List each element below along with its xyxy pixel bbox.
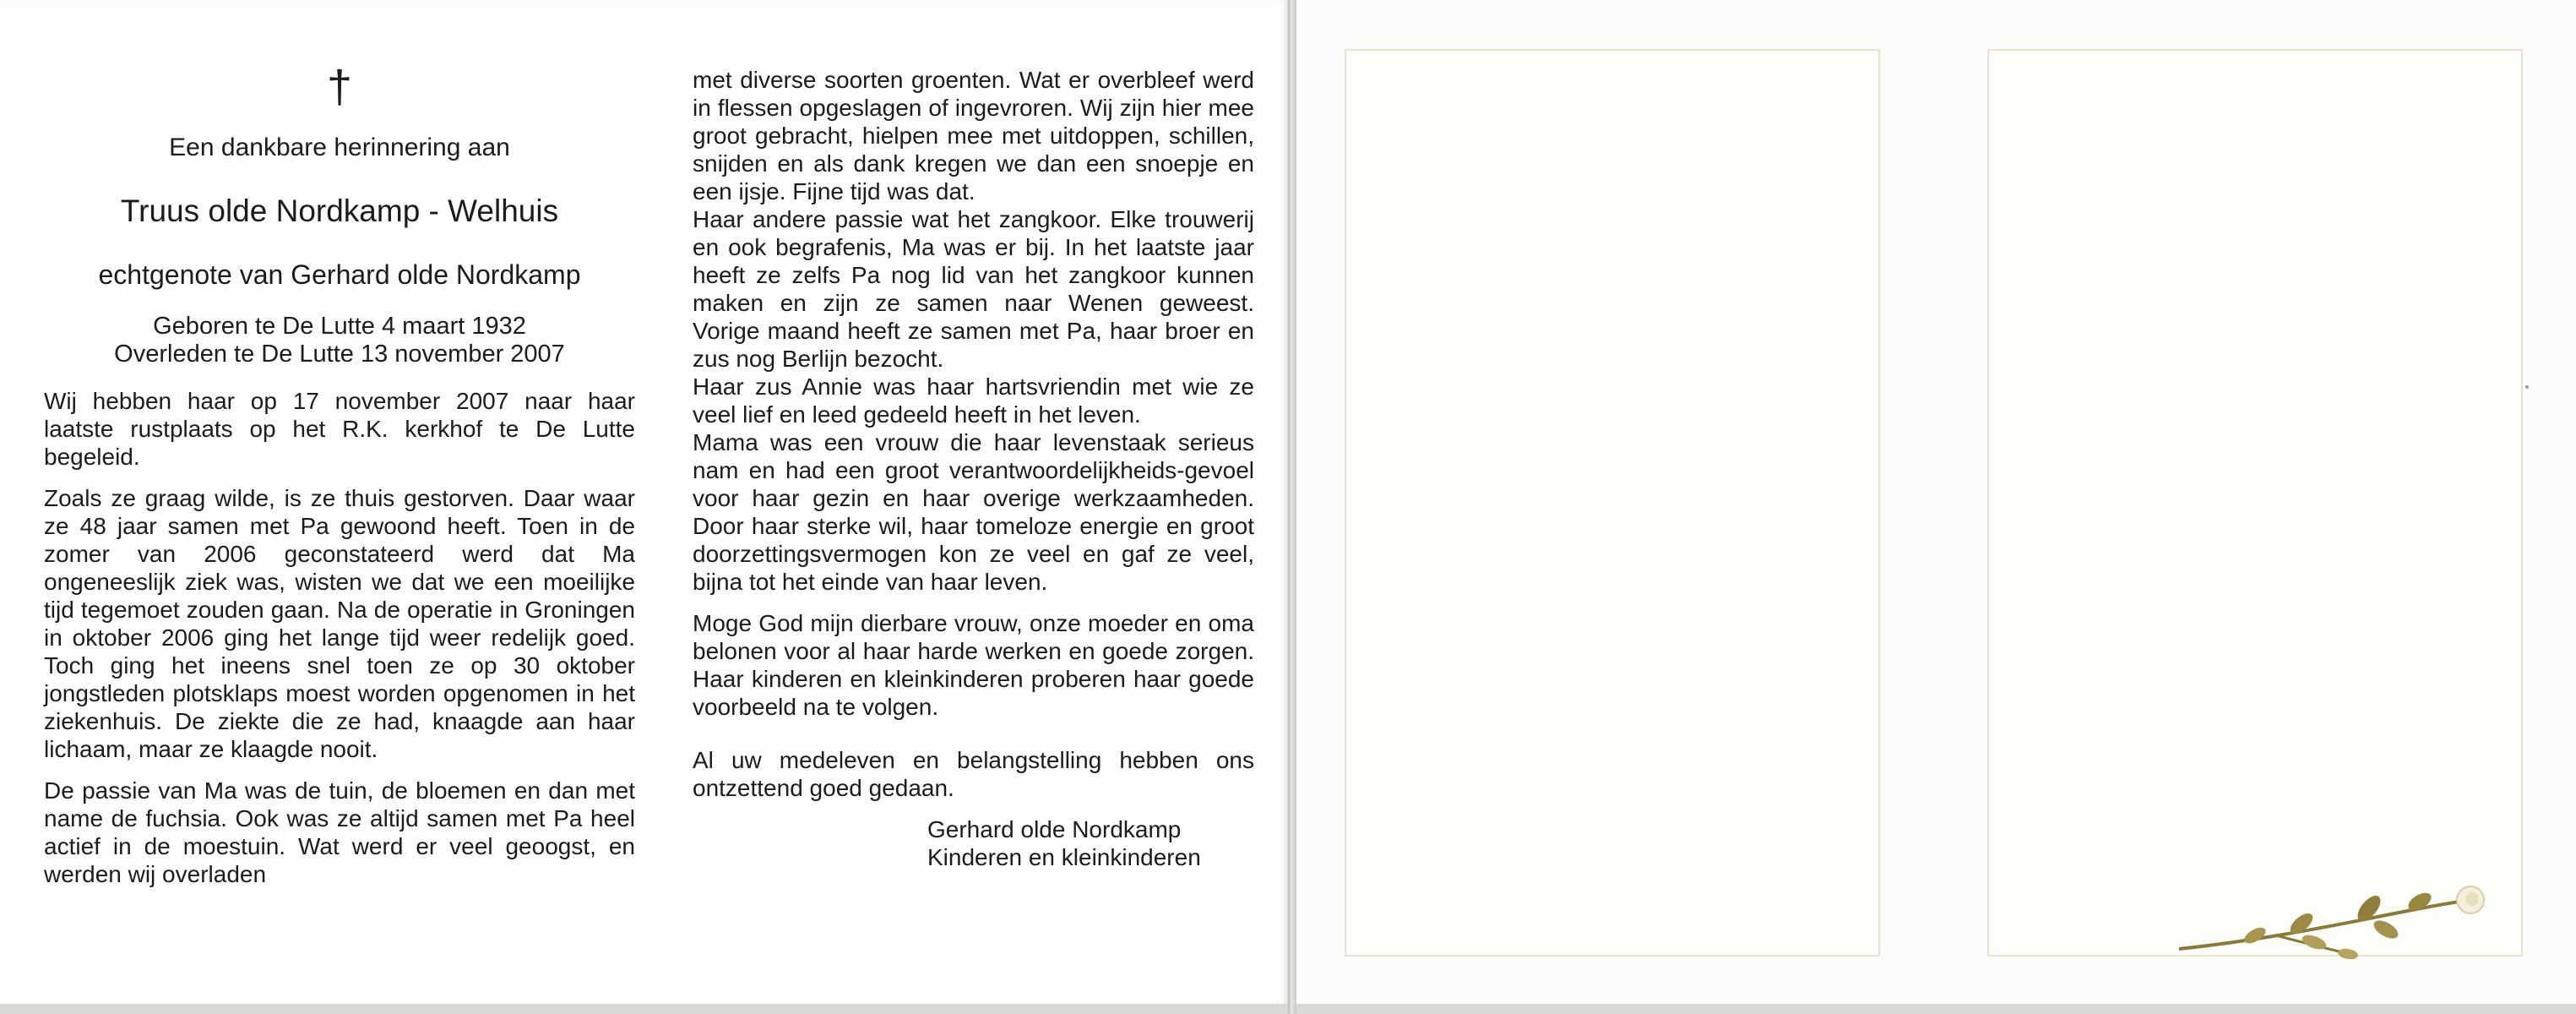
paragraph-illness: Zoals ze graag wilde, is ze thuis gestorven. Daar waar ze 48 jaar samen met Pa gewoond heeft. Toen in de zomer van 2006 geconstateerd werd dat Ma ongeneeslijk ziek was, wisten we dat we een moeilijke tijd tegemoet zouden gaan. Na de operatie in Groningen in oktober 2006 ging het lange tijd weer redelijk goed. Toch ging het ineens snel toen ze op 30 oktober jongstleden plotsklaps moest worden opgenomen in het ziekenhuis. De ziekte die ze had, knaagde aan haar lichaam, maar ze klaagde nooit.: [44, 485, 635, 762]
deceased-name: Truus olde Nordkamp - Welhuis: [120, 194, 559, 228]
paragraph-burial: Wij hebben haar op 17 november 2007 naar haar laatste rustplaats op het R.K. kerkhof te De Lutte begeleid.: [44, 388, 635, 470]
death-line: Overleden te De Lutte 13 november 2007: [114, 341, 565, 368]
text-column-right: [693, 66, 1254, 871]
spouse-line: echtgenote van Gerhard olde Nordkamp: [98, 259, 581, 290]
paragraph-vegetables: met diverse soorten groenten. Wat er overbleef werd in flessen opgeslagen of ingevroren. Wij zijn hier mee groot gebracht, hielpen mee met uitdoppen, schillen, snijden en als dank kregen we dan een snoepje en een ijsje. Fijne tijd was dat.: [693, 67, 1254, 204]
signature-family: Kinderen en kleinkinderen: [927, 844, 1201, 870]
paragraph-thanks: Al uw medeleven en belangstelling hebben ons ontzettend goed gedaan.: [693, 747, 1254, 801]
cross-icon: †: [326, 62, 353, 112]
empty-photo-frame-left: [1345, 49, 1880, 957]
signature-block: [927, 815, 1254, 871]
birth-line: Geboren te De Lutte 4 maart 1932: [153, 313, 526, 340]
card-fold: [1288, 0, 1296, 1014]
paragraph-prayer: Moge God mijn dierbare vrouw, onze moeder en oma belonen voor al haar harde werken en goede zorgen. Haar kinderen en kleinkinderen proberen haar goede voorbeeld na te volgen.: [693, 610, 1254, 720]
text-column-left: [44, 62, 635, 888]
signature-husband: Gerhard olde Nordkamp: [927, 816, 1182, 842]
paragraph-character: Mama was een vrouw die haar levenstaak serieus nam en had een groot verantwoordelijkheids-gevoel voor haar gezin en haar overige werkzaamheden. Door haar sterke wil, haar tomeloze energie en groot doorzettingsvermogen kon ze veel en gaf ze veel, bijna tot het einde van haar leven.: [693, 429, 1254, 595]
intro-line: Een dankbare herinnering aan: [169, 134, 510, 161]
rose-branch-icon: [2175, 883, 2487, 959]
paragraph-sister: Haar zus Annie was haar hartsvriendin met wie ze veel lief en leed gedeeld heeft in het leven.: [693, 373, 1254, 428]
paper-mark: [2525, 385, 2529, 389]
paragraph-garden: De passie van Ma was de tuin, de bloemen en dan met name de fuchsia. Ook was ze altijd samen met Pa heel actief in de moestuin. Wat werd er veel geoogst, en werden wij overladen: [44, 777, 635, 887]
empty-photo-frame-right: [1987, 49, 2523, 957]
life-dates: [44, 313, 635, 368]
paragraph-choir: Haar andere passie wat het zangkoor. Elke trouwerij en ook begrafenis, Ma was er bij. In het laatste jaar heeft ze zelfs Pa nog lid van het zangkoor kunnen maken en zijn ze samen naar Wenen geweest. Vorige maand heeft ze samen met Pa, haar broer en zus nog Berlijn bezocht.: [693, 206, 1254, 372]
